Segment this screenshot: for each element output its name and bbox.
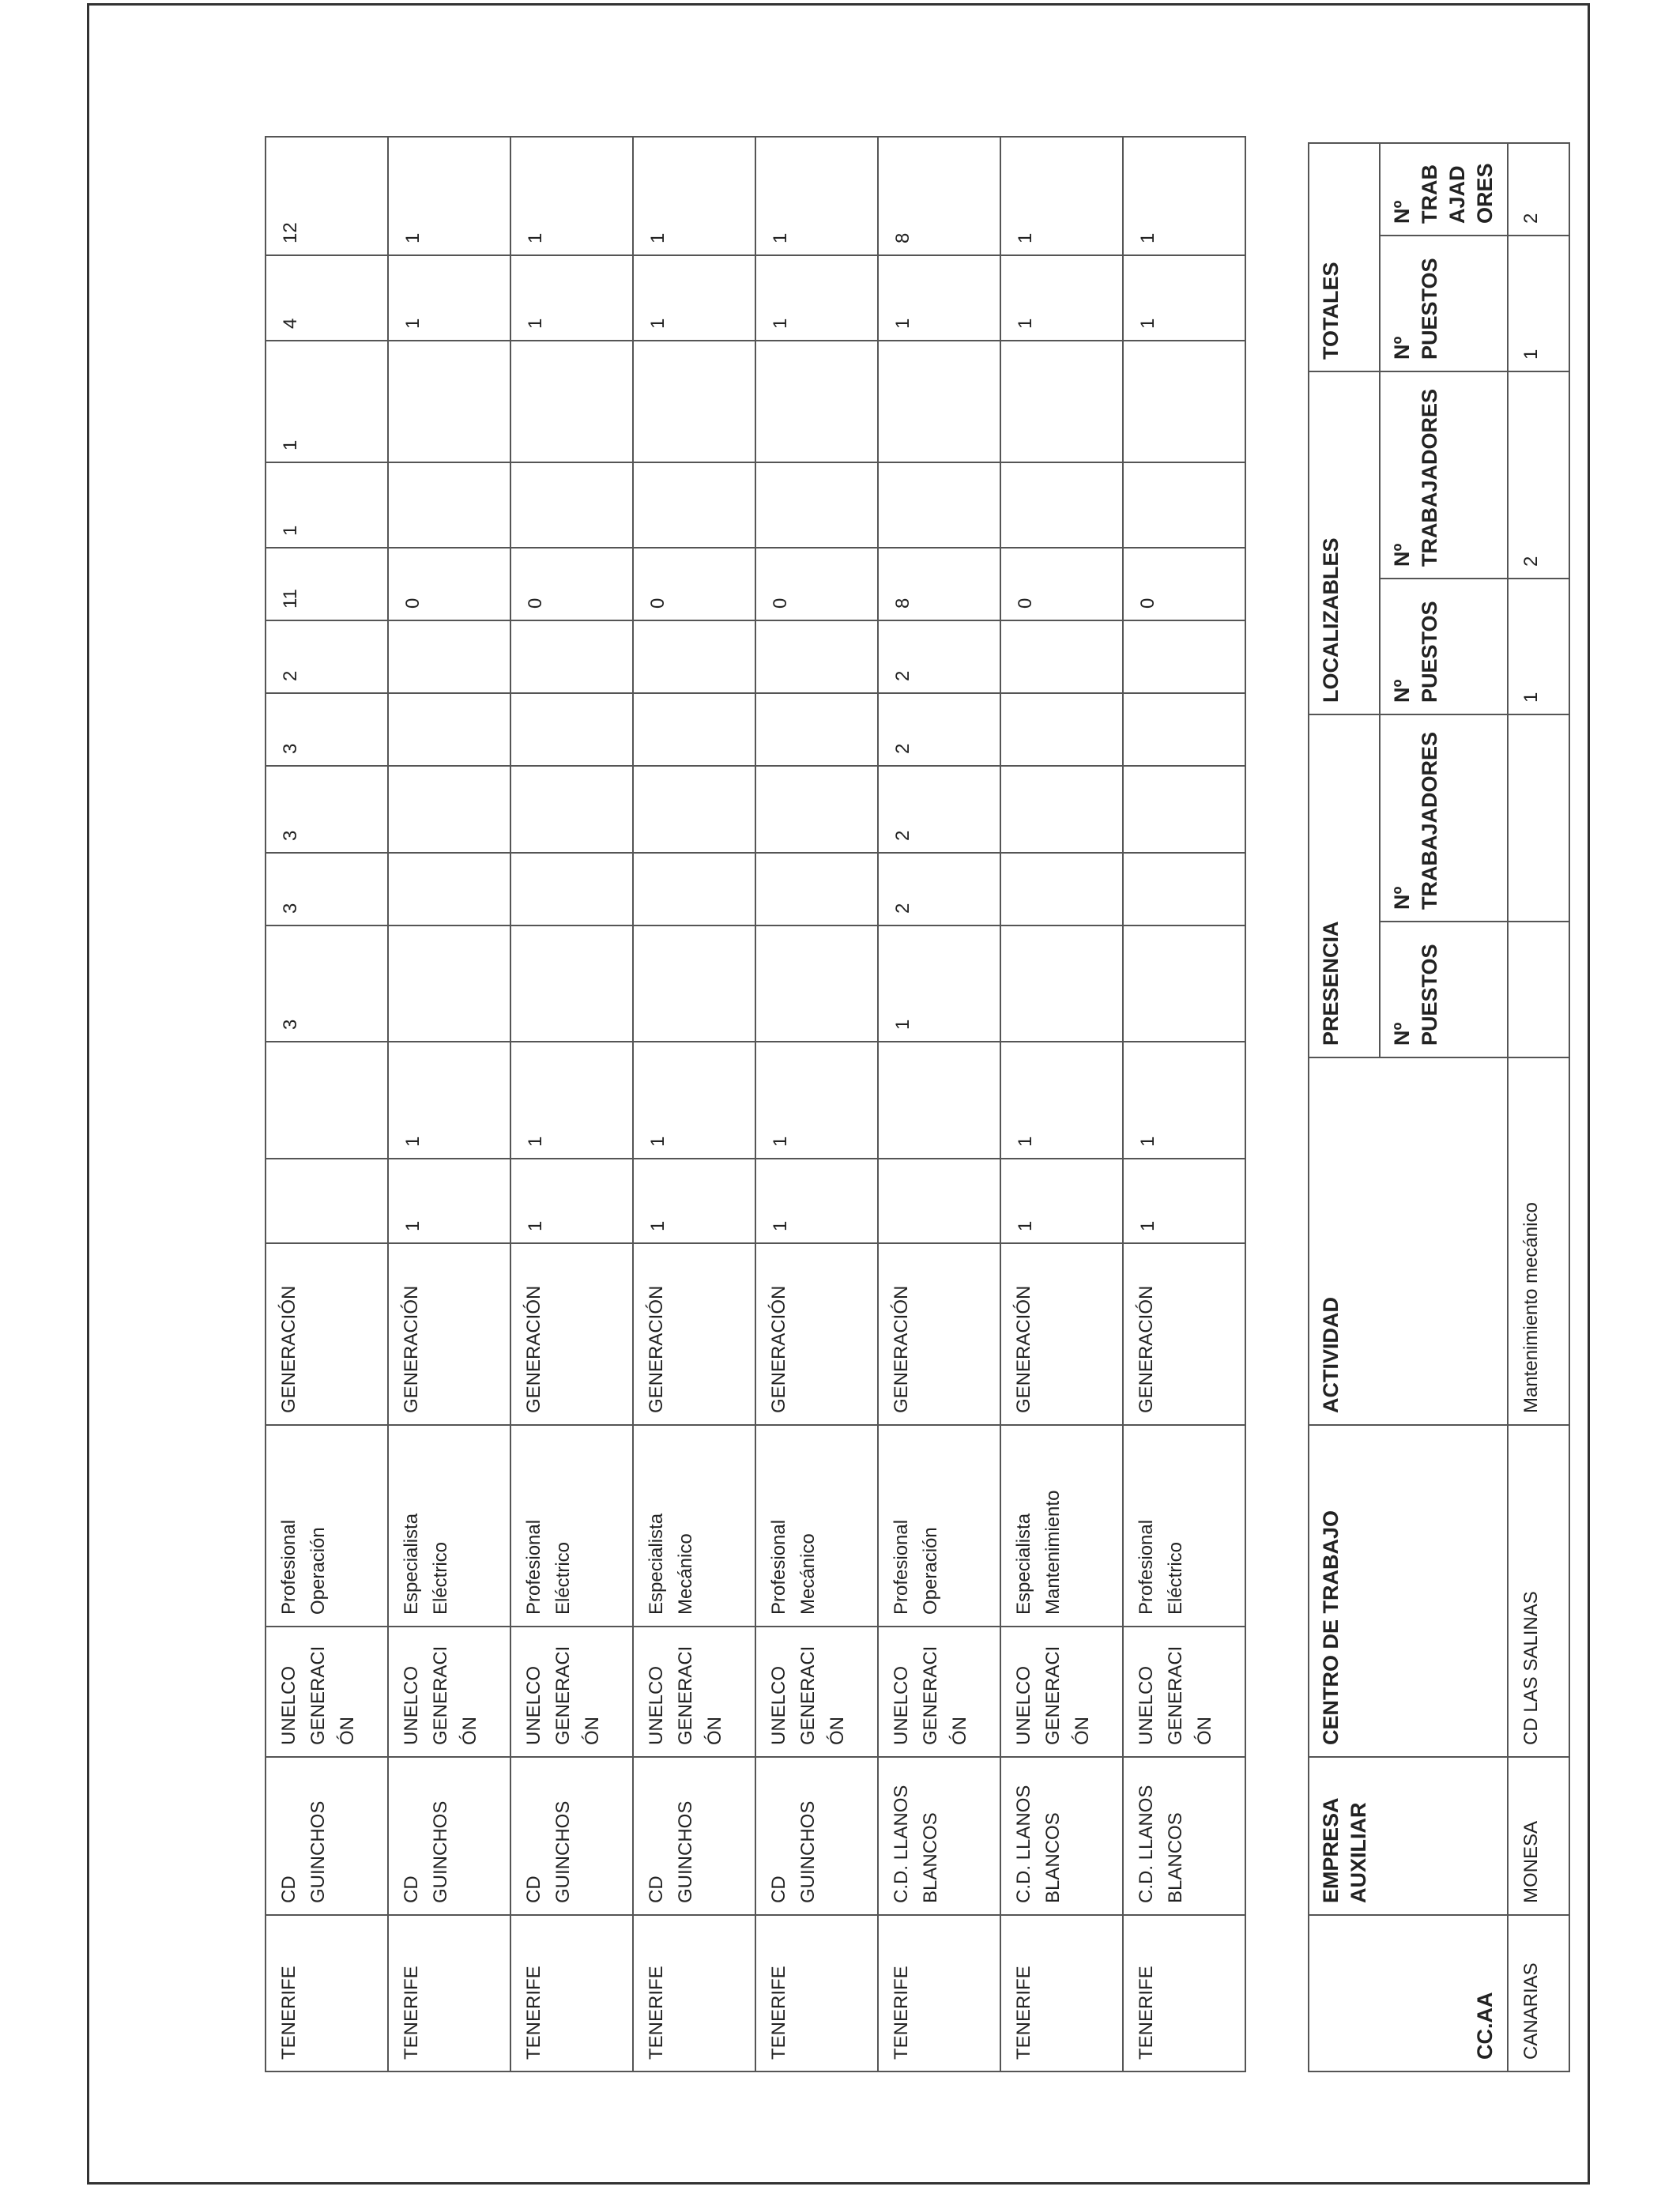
actividad-cell: GENERACIÓN xyxy=(1000,1243,1123,1425)
value-cell: 1 xyxy=(388,1159,510,1243)
table-row xyxy=(266,137,388,2071)
puesto-line: Operación xyxy=(307,1527,330,1615)
empresa-line: UNELCO xyxy=(1013,1665,1034,1745)
header-localizables: LOCALIZABLES xyxy=(1309,371,1380,714)
aux-empresa-cell: MONESA xyxy=(1508,1757,1569,1915)
table-row xyxy=(1000,137,1123,2071)
empresa-cell xyxy=(510,1627,633,1757)
puesto-cell xyxy=(1123,1425,1245,1627)
value-cell xyxy=(388,693,510,766)
centro-line: CD xyxy=(278,1875,299,1903)
value-cell: 1 xyxy=(510,1042,633,1159)
aux-totales-trabajadores-cell: 2 xyxy=(1508,143,1569,236)
actividad-cell: GENERACIÓN xyxy=(633,1243,755,1425)
value-cell xyxy=(633,693,755,766)
table-row xyxy=(633,137,755,2071)
ccaa-cell: TENERIFE xyxy=(1000,1915,1123,2071)
puesto-line: Eléctrico xyxy=(552,1541,574,1615)
value-cell xyxy=(388,462,510,548)
value-cell xyxy=(510,693,633,766)
empresa-line: UNELCO xyxy=(1136,1665,1157,1745)
rotated-content xyxy=(265,144,1680,2072)
actividad-cell: GENERACIÓN xyxy=(755,1243,878,1425)
value-cell: 1 xyxy=(1123,1159,1245,1243)
puesto-line: Especialista xyxy=(646,1513,667,1615)
value-cell xyxy=(1000,462,1123,548)
puesto-line: Eléctrico xyxy=(1165,1541,1187,1615)
auxiliary-company-table xyxy=(1308,142,1570,2072)
puesto-line: Eléctrico xyxy=(430,1541,452,1615)
actividad-cell: GENERACIÓN xyxy=(510,1243,633,1425)
value-cell xyxy=(1123,766,1245,853)
ccaa-cell: TENERIFE xyxy=(510,1915,633,2071)
table-row xyxy=(878,137,1000,2071)
value-cell: 1 xyxy=(510,137,633,255)
value-cell xyxy=(510,766,633,853)
empresa-line: GENERACI xyxy=(675,1646,697,1745)
centro-line: GUINCHOS xyxy=(675,1800,697,1903)
ccaa-cell: TENERIFE xyxy=(266,1915,388,2071)
value-cell: 1 xyxy=(1000,137,1123,255)
centro-line: GUINCHOS xyxy=(307,1800,330,1903)
value-cell xyxy=(755,462,878,548)
aux-actividad-cell: Mantenimiento mecánico xyxy=(1508,1057,1569,1425)
centro-line: GUINCHOS xyxy=(430,1800,452,1903)
value-cell: 0 xyxy=(1000,548,1123,620)
value-cell xyxy=(1123,462,1245,548)
value-cell: 3 xyxy=(266,925,388,1042)
header-ccaa: CC.AA xyxy=(1309,1915,1508,2071)
centro-cell xyxy=(1123,1757,1245,1915)
value-cell xyxy=(878,1042,1000,1159)
value-cell xyxy=(633,462,755,548)
value-cell: 1 xyxy=(266,462,388,548)
puesto-line: Mantenimiento xyxy=(1042,1490,1064,1615)
puesto-line: Profesional xyxy=(523,1519,544,1615)
value-cell: 1 xyxy=(633,255,755,341)
value-cell xyxy=(510,925,633,1042)
value-cell: 1 xyxy=(633,1159,755,1243)
value-cell xyxy=(388,766,510,853)
value-cell xyxy=(755,925,878,1042)
value-cell: 2 xyxy=(266,620,388,693)
header-presencia-trabajadores: Nº TRABAJADORES xyxy=(1380,714,1508,922)
value-cell: 1 xyxy=(1123,137,1245,255)
puesto-cell xyxy=(266,1425,388,1627)
centro-line: GUINCHOS xyxy=(797,1800,819,1903)
aux-localizables-trabajadores-cell: 2 xyxy=(1508,371,1569,579)
header-localizables-trabajadores: Nº TRABAJADORES xyxy=(1380,371,1508,579)
value-cell xyxy=(755,620,878,693)
empresa-line: GENERACI xyxy=(307,1646,330,1745)
value-cell xyxy=(266,1042,388,1159)
value-cell: 1 xyxy=(510,255,633,341)
value-cell: 1 xyxy=(1000,255,1123,341)
header-totales-trabajadores: Nº TRABAJADORES xyxy=(1380,143,1508,236)
centro-line: GUINCHOS xyxy=(552,1800,574,1903)
empresa-line: GENERACI xyxy=(1042,1646,1064,1745)
value-cell xyxy=(633,925,755,1042)
value-cell xyxy=(633,341,755,462)
centro-line: BLANCOS xyxy=(1042,1812,1064,1903)
value-cell xyxy=(755,853,878,925)
puesto-cell xyxy=(633,1425,755,1627)
table-row xyxy=(755,137,878,2071)
centro-line: CD xyxy=(768,1875,789,1903)
value-cell: 2 xyxy=(878,853,1000,925)
empresa-line: ÓN xyxy=(949,1717,971,1745)
empresa-line: ÓN xyxy=(337,1717,359,1745)
value-cell xyxy=(1000,925,1123,1042)
value-cell: 1 xyxy=(266,341,388,462)
empresa-cell xyxy=(388,1627,510,1757)
value-cell: 4 xyxy=(266,255,388,341)
value-cell xyxy=(510,620,633,693)
value-cell xyxy=(1123,693,1245,766)
ccaa-cell: TENERIFE xyxy=(388,1915,510,2071)
value-cell: 2 xyxy=(878,693,1000,766)
empresa-line: UNELCO xyxy=(401,1665,422,1745)
empresa-line: ÓN xyxy=(704,1717,726,1745)
value-cell: 1 xyxy=(388,137,510,255)
value-cell: 0 xyxy=(633,548,755,620)
empresa-cell xyxy=(1000,1627,1123,1757)
centro-line: C.D. LLANOS xyxy=(1013,1785,1034,1903)
value-cell xyxy=(1000,620,1123,693)
empresa-line: GENERACI xyxy=(1165,1646,1187,1745)
value-cell: 1 xyxy=(633,137,755,255)
header-totales: TOTALES xyxy=(1309,143,1380,371)
value-cell: 12 xyxy=(266,137,388,255)
value-cell xyxy=(755,766,878,853)
empresa-line: UNELCO xyxy=(278,1665,299,1745)
centro-cell xyxy=(388,1757,510,1915)
value-cell xyxy=(388,620,510,693)
value-cell xyxy=(633,766,755,853)
centro-line: CD xyxy=(401,1875,422,1903)
centro-cell xyxy=(755,1757,878,1915)
value-cell xyxy=(1123,925,1245,1042)
ccaa-cell: TENERIFE xyxy=(878,1915,1000,2071)
value-cell xyxy=(388,925,510,1042)
value-cell xyxy=(510,853,633,925)
empresa-line: ÓN xyxy=(1072,1717,1094,1745)
centro-cell xyxy=(633,1757,755,1915)
value-cell: 1 xyxy=(878,255,1000,341)
value-cell: 2 xyxy=(878,766,1000,853)
value-cell: 0 xyxy=(755,548,878,620)
centro-line: CD xyxy=(646,1875,667,1903)
value-cell: 1 xyxy=(633,1042,755,1159)
puesto-line: Mecánico xyxy=(797,1533,819,1615)
puesto-line: Especialista xyxy=(401,1513,422,1615)
actividad-cell: GENERACIÓN xyxy=(266,1243,388,1425)
value-cell xyxy=(1123,341,1245,462)
value-cell: 1 xyxy=(1123,1042,1245,1159)
main-staffing-table xyxy=(265,136,1246,2072)
aux-localizables-puestos-cell: 1 xyxy=(1508,579,1569,714)
centro-line: C.D. LLANOS xyxy=(1136,1785,1157,1903)
centro-line: C.D. LLANOS xyxy=(891,1785,912,1903)
empresa-cell xyxy=(633,1627,755,1757)
table-row xyxy=(510,137,633,2071)
header-totales-puestos: Nº PUESTOS xyxy=(1380,236,1508,371)
puesto-line: Profesional xyxy=(891,1519,912,1615)
value-cell: 1 xyxy=(755,1042,878,1159)
value-cell: 3 xyxy=(266,766,388,853)
aux-centro-cell: CD LAS SALINAS xyxy=(1508,1425,1569,1757)
puesto-line: Especialista xyxy=(1013,1513,1034,1615)
centro-cell xyxy=(510,1757,633,1915)
aux-presencia-puestos-cell xyxy=(1508,922,1569,1057)
value-cell xyxy=(878,341,1000,462)
value-cell: 1 xyxy=(755,255,878,341)
centro-line: CD xyxy=(523,1875,544,1903)
puesto-line: Mecánico xyxy=(675,1533,697,1615)
value-cell xyxy=(1000,766,1123,853)
empresa-line: UNELCO xyxy=(891,1665,912,1745)
puesto-line: Profesional xyxy=(1136,1519,1157,1615)
header-presencia-puestos: Nº PUESTOS xyxy=(1380,922,1508,1057)
ccaa-cell: TENERIFE xyxy=(633,1915,755,2071)
value-cell xyxy=(878,1159,1000,1243)
puesto-cell xyxy=(755,1425,878,1627)
value-cell xyxy=(1000,341,1123,462)
value-cell xyxy=(1123,620,1245,693)
value-cell xyxy=(633,620,755,693)
value-cell: 1 xyxy=(388,1042,510,1159)
value-cell xyxy=(1000,853,1123,925)
value-cell xyxy=(388,853,510,925)
puesto-cell xyxy=(878,1425,1000,1627)
empresa-line: ÓN xyxy=(582,1717,604,1745)
empresa-line: GENERACI xyxy=(552,1646,574,1745)
puesto-line: Profesional xyxy=(768,1519,789,1615)
header-centro-de-trabajo: CENTRO DE TRABAJO xyxy=(1309,1425,1508,1757)
empresa-line: GENERACI xyxy=(920,1646,942,1745)
value-cell: 3 xyxy=(266,693,388,766)
value-cell: 1 xyxy=(1000,1042,1123,1159)
aux-presencia-trabajadores-cell xyxy=(1508,714,1569,922)
empresa-cell xyxy=(755,1627,878,1757)
puesto-cell xyxy=(388,1425,510,1627)
empresa-line: ÓN xyxy=(827,1717,849,1745)
value-cell xyxy=(388,341,510,462)
value-cell: 1 xyxy=(1123,255,1245,341)
value-cell xyxy=(1123,853,1245,925)
empresa-line: UNELCO xyxy=(646,1665,667,1745)
header-presencia: PRESENCIA xyxy=(1309,714,1380,1057)
puesto-line: Operación xyxy=(920,1527,942,1615)
value-cell: 1 xyxy=(510,1159,633,1243)
puesto-cell xyxy=(1000,1425,1123,1627)
centro-cell xyxy=(266,1757,388,1915)
value-cell: 0 xyxy=(1123,548,1245,620)
table-row xyxy=(1123,137,1245,2071)
centro-cell xyxy=(1000,1757,1123,1915)
value-cell xyxy=(755,341,878,462)
empresa-line: GENERACI xyxy=(797,1646,819,1745)
header-empresa-auxiliar: EMPRESA AUXILIAR xyxy=(1309,1757,1508,1915)
value-cell: 0 xyxy=(510,548,633,620)
actividad-cell: GENERACIÓN xyxy=(388,1243,510,1425)
aux-totales-puestos-cell: 1 xyxy=(1508,236,1569,371)
puesto-line: Profesional xyxy=(278,1519,299,1615)
empresa-line: ÓN xyxy=(1194,1717,1216,1745)
aux-data-row xyxy=(1508,143,1569,2071)
value-cell: 1 xyxy=(755,137,878,255)
value-cell xyxy=(878,462,1000,548)
value-cell: 8 xyxy=(878,548,1000,620)
value-cell: 8 xyxy=(878,137,1000,255)
ccaa-cell: TENERIFE xyxy=(1123,1915,1245,2071)
header-localizables-puestos: Nº PUESTOS xyxy=(1380,579,1508,714)
puesto-cell xyxy=(510,1425,633,1627)
value-cell xyxy=(755,693,878,766)
centro-cell xyxy=(878,1757,1000,1915)
value-cell: 1 xyxy=(388,255,510,341)
empresa-line: ÓN xyxy=(459,1717,481,1745)
value-cell: 1 xyxy=(878,925,1000,1042)
value-cell xyxy=(510,341,633,462)
value-cell: 2 xyxy=(878,620,1000,693)
value-cell xyxy=(633,853,755,925)
empresa-cell xyxy=(266,1627,388,1757)
header-actividad: ACTIVIDAD xyxy=(1309,1057,1508,1425)
empresa-cell xyxy=(1123,1627,1245,1757)
table-row xyxy=(388,137,510,2071)
value-cell xyxy=(510,462,633,548)
ccaa-cell: TENERIFE xyxy=(755,1915,878,2071)
value-cell: 1 xyxy=(755,1159,878,1243)
empresa-line: UNELCO xyxy=(523,1665,544,1745)
value-cell: 11 xyxy=(266,548,388,620)
value-cell: 3 xyxy=(266,853,388,925)
page-frame xyxy=(87,3,1590,2185)
aux-ccaa-cell: CANARIAS xyxy=(1508,1915,1569,2071)
value-cell: 1 xyxy=(1000,1159,1123,1243)
centro-line: BLANCOS xyxy=(1165,1812,1187,1903)
actividad-cell: GENERACIÓN xyxy=(1123,1243,1245,1425)
value-cell xyxy=(266,1159,388,1243)
empresa-line: UNELCO xyxy=(768,1665,789,1745)
empresa-line: GENERACI xyxy=(430,1646,452,1745)
value-cell: 0 xyxy=(388,548,510,620)
actividad-cell: GENERACIÓN xyxy=(878,1243,1000,1425)
centro-line: BLANCOS xyxy=(920,1812,942,1903)
value-cell xyxy=(1000,693,1123,766)
empresa-cell xyxy=(878,1627,1000,1757)
aux-header-row xyxy=(1309,143,1380,2071)
